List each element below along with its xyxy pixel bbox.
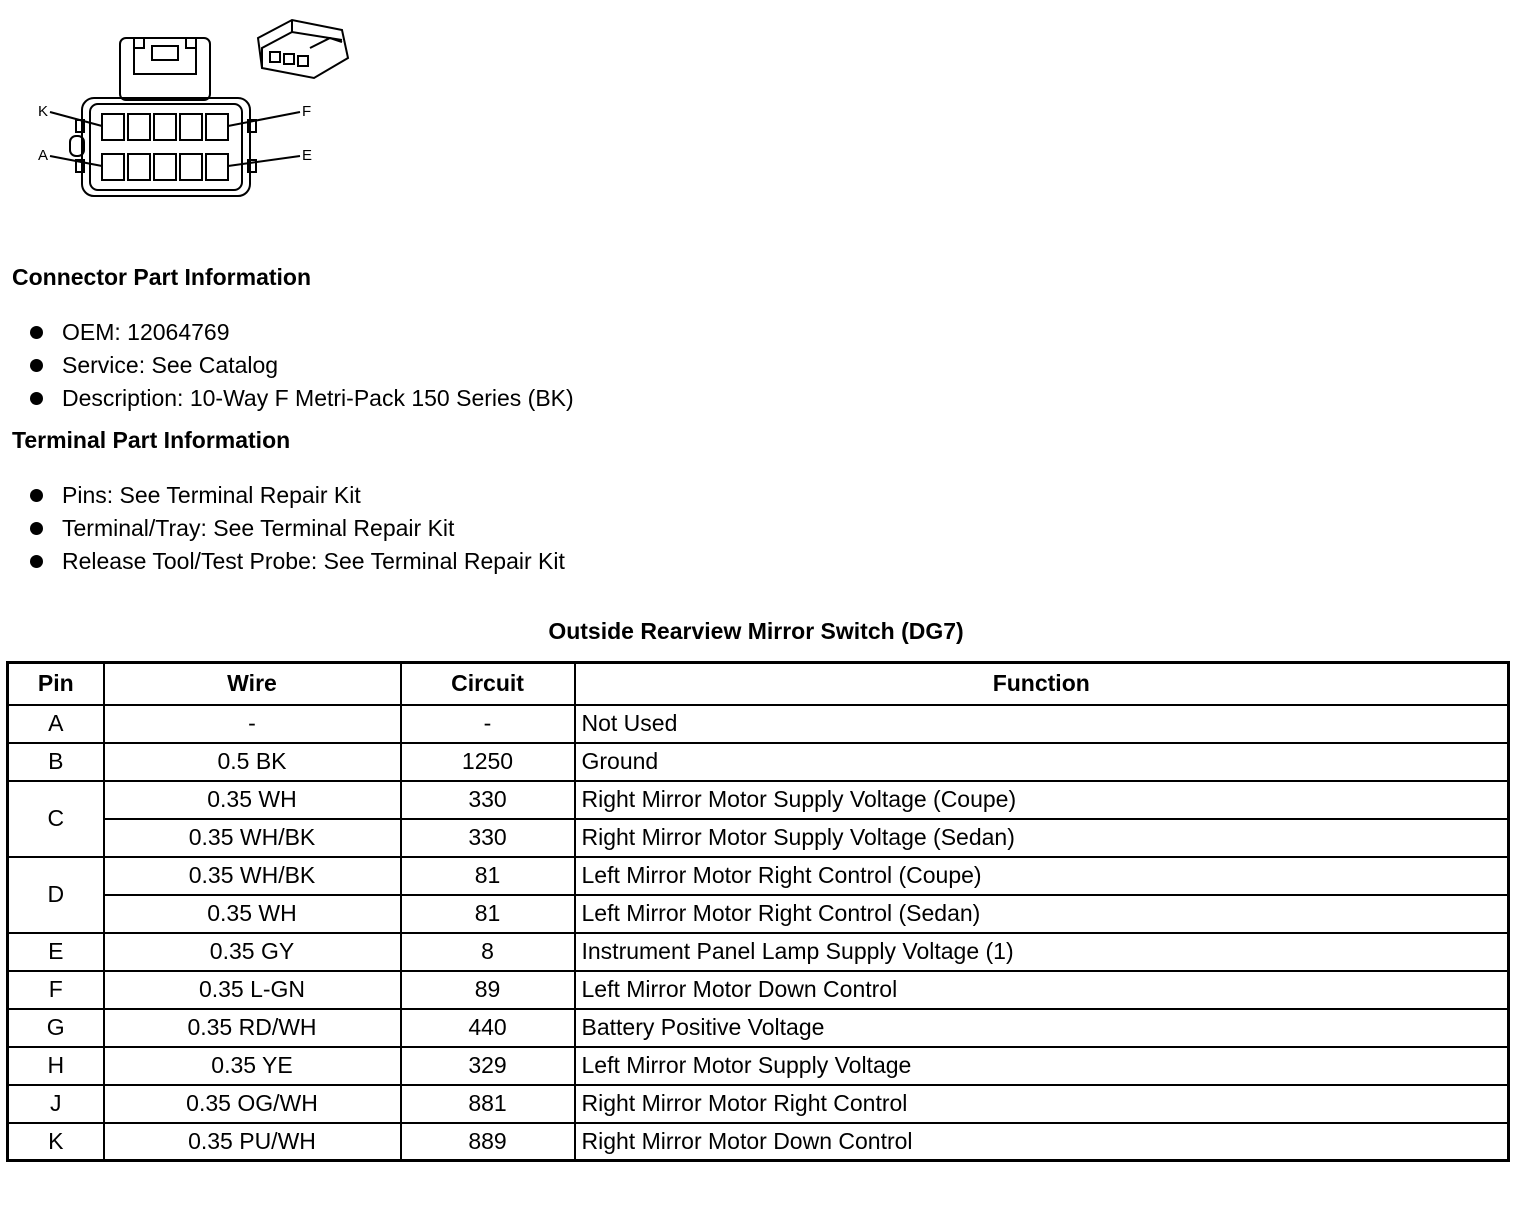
label-f: F xyxy=(302,103,312,120)
cell-wire: 0.35 L-GN xyxy=(104,971,401,1009)
connector-info-title: Connector Part Information xyxy=(12,264,312,290)
list-item: Description: 10-Way F Metri-Pack 150 Series (BK) xyxy=(30,382,574,415)
cell-function: Right Mirror Motor Supply Voltage (Coupe) xyxy=(575,781,1509,819)
terminal-info-list xyxy=(30,479,565,578)
connector-info-list xyxy=(30,316,574,415)
header-pin: Pin xyxy=(8,663,104,705)
list-item: OEM: 12064769 xyxy=(30,316,574,349)
cell-circuit: 1250 xyxy=(401,743,575,781)
bullet-icon xyxy=(30,359,43,372)
label-k: K xyxy=(38,103,49,120)
connector-diagram xyxy=(30,8,370,208)
cell-pin: A xyxy=(8,705,104,743)
cell-pin: E xyxy=(8,933,104,971)
cell-wire: 0.35 WH xyxy=(104,895,401,933)
header-function: Function xyxy=(575,663,1509,705)
bullet-icon xyxy=(30,392,43,405)
cell-function: Left Mirror Motor Right Control (Sedan) xyxy=(575,895,1509,933)
bullet-icon xyxy=(30,489,43,502)
list-item: Pins: See Terminal Repair Kit xyxy=(30,479,565,512)
cell-function: Left Mirror Motor Right Control (Coupe) xyxy=(575,857,1509,895)
table-row xyxy=(8,1009,1509,1047)
table-header-row xyxy=(8,663,1509,705)
cell-wire: 0.5 BK xyxy=(104,743,401,781)
list-item: Terminal/Tray: See Terminal Repair Kit xyxy=(30,512,565,545)
table-title: Outside Rearview Mirror Switch (DG7) xyxy=(548,618,964,644)
table-row xyxy=(8,857,1509,895)
header-wire: Wire xyxy=(104,663,401,705)
table-row xyxy=(8,705,1509,743)
cell-function: Right Mirror Motor Down Control xyxy=(575,1123,1509,1161)
cell-circuit: 330 xyxy=(401,819,575,857)
cell-wire: 0.35 RD/WH xyxy=(104,1009,401,1047)
cell-circuit: 89 xyxy=(401,971,575,1009)
table-row xyxy=(8,743,1509,781)
bullet-icon xyxy=(30,522,43,535)
list-item: Service: See Catalog xyxy=(30,349,574,382)
cell-circuit: 81 xyxy=(401,857,575,895)
cell-function: Left Mirror Motor Down Control xyxy=(575,971,1509,1009)
cell-pin: C xyxy=(8,781,104,857)
bullet-icon xyxy=(30,326,43,339)
table-row xyxy=(8,895,1509,933)
cell-circuit: - xyxy=(401,705,575,743)
table-row xyxy=(8,1047,1509,1085)
cell-pin: D xyxy=(8,857,104,933)
cell-pin: B xyxy=(8,743,104,781)
table-row xyxy=(8,819,1509,857)
cell-pin: F xyxy=(8,971,104,1009)
cell-function: Ground xyxy=(575,743,1509,781)
cell-function: Instrument Panel Lamp Supply Voltage (1) xyxy=(575,933,1509,971)
cell-pin: J xyxy=(8,1085,104,1123)
label-e: E xyxy=(302,147,313,164)
cell-pin: K xyxy=(8,1123,104,1161)
cell-wire: 0.35 YE xyxy=(104,1047,401,1085)
cell-wire: - xyxy=(104,705,401,743)
terminal-info-title: Terminal Part Information xyxy=(12,427,291,453)
bullet-icon xyxy=(30,555,43,568)
cell-function: Left Mirror Motor Supply Voltage xyxy=(575,1047,1509,1085)
header-circuit: Circuit xyxy=(401,663,575,705)
cell-wire: 0.35 WH/BK xyxy=(104,819,401,857)
cell-wire: 0.35 GY xyxy=(104,933,401,971)
cell-circuit: 330 xyxy=(401,781,575,819)
cell-circuit: 8 xyxy=(401,933,575,971)
table-row xyxy=(8,1123,1509,1161)
table-row xyxy=(8,1085,1509,1123)
cell-function: Battery Positive Voltage xyxy=(575,1009,1509,1047)
cell-wire: 0.35 WH/BK xyxy=(104,857,401,895)
cell-circuit: 440 xyxy=(401,1009,575,1047)
cell-wire: 0.35 WH xyxy=(104,781,401,819)
table-row xyxy=(8,781,1509,819)
cell-function: Not Used xyxy=(575,705,1509,743)
cell-circuit: 81 xyxy=(401,895,575,933)
cell-circuit: 889 xyxy=(401,1123,575,1161)
table-row xyxy=(8,933,1509,971)
cell-function: Right Mirror Motor Right Control xyxy=(575,1085,1509,1123)
cell-wire: 0.35 PU/WH xyxy=(104,1123,401,1161)
table-row xyxy=(8,971,1509,1009)
cell-pin: H xyxy=(8,1047,104,1085)
label-a: A xyxy=(38,147,49,164)
cell-wire: 0.35 OG/WH xyxy=(104,1085,401,1123)
cell-circuit: 881 xyxy=(401,1085,575,1123)
pinout-table xyxy=(6,661,1510,1162)
cell-function: Right Mirror Motor Supply Voltage (Sedan) xyxy=(575,819,1509,857)
list-item: Release Tool/Test Probe: See Terminal Repair Kit xyxy=(30,545,565,578)
cell-pin: G xyxy=(8,1009,104,1047)
cell-circuit: 329 xyxy=(401,1047,575,1085)
